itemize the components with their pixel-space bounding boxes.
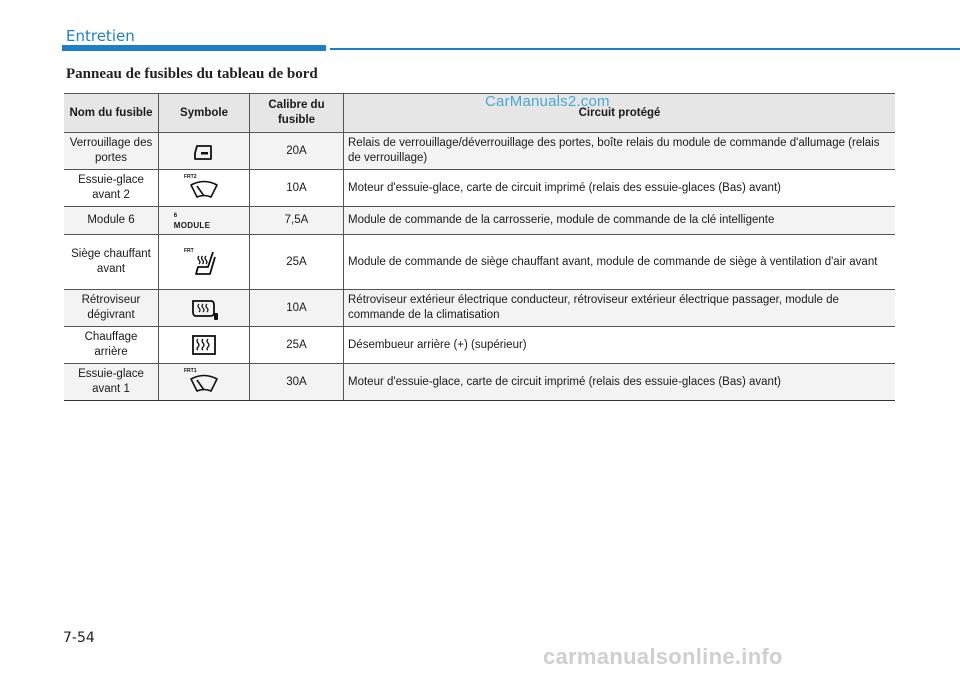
fuse-rating: 7,5A <box>250 207 344 235</box>
fuse-rating: 20A <box>250 133 344 170</box>
door-lock-icon <box>184 136 224 166</box>
table-header-row <box>64 94 895 133</box>
fuse-tag: FRT2 <box>184 174 197 180</box>
front-wiper-icon <box>184 367 224 397</box>
fuse-rating: 30A <box>250 364 344 401</box>
rear-defroster-icon <box>184 330 224 360</box>
fuse-table <box>64 93 895 401</box>
fuse-name: Siège chauffant avant <box>64 235 159 290</box>
fuse-name: Chauffage arrière <box>64 327 159 364</box>
page-subtitle: Panneau de fusibles du tableau de bord <box>66 66 318 82</box>
table-row <box>64 207 895 235</box>
fuse-symbol <box>159 327 250 364</box>
fuse-name: Essuie-glace avant 2 <box>64 170 159 207</box>
fuse-circuit: Module de commande de la carrosserie, module de commande de la clé intelligente <box>344 207 896 235</box>
fuse-rating: 25A <box>250 235 344 290</box>
fuse-circuit: Module de commande de siège chauffant avant, module de commande de siège à ventilation d'air avant <box>344 235 896 290</box>
column-header-name: Nom du fusible <box>64 94 159 133</box>
fuse-circuit: Désembueur arrière (+) (supérieur) <box>344 327 896 364</box>
table-row <box>64 133 895 170</box>
fuse-circuit: Moteur d'essuie-glace, carte de circuit imprimé (relais des essuie-glaces (Bas) avant) <box>344 170 896 207</box>
module-label <box>174 212 210 230</box>
table-row <box>64 170 895 207</box>
fuse-rating: 10A <box>250 290 344 327</box>
column-header-rating: Calibre du fusible <box>250 94 344 133</box>
fuse-rating: 10A <box>250 170 344 207</box>
module-number: 6 <box>173 212 178 219</box>
header-rule-thick <box>62 45 326 51</box>
fuse-circuit: Moteur d'essuie-glace, carte de circuit imprimé (relais des essuie-glaces (Bas) avant) <box>344 364 896 401</box>
table-row <box>64 327 895 364</box>
fuse-name: Verrouillage des portes <box>64 133 159 170</box>
fuse-name: Rétroviseur dégivrant <box>64 290 159 327</box>
fuse-rating: 25A <box>250 327 344 364</box>
fuse-circuit: Relais de verrouillage/déverrouillage des portes, boîte relais du module de commande d'allumage (relais de verrouillage) <box>344 133 896 170</box>
fuse-tag: FRT1 <box>184 368 197 374</box>
header-rule-thin <box>330 48 960 50</box>
heated-seat-icon <box>184 247 224 277</box>
fuse-symbol <box>159 207 250 235</box>
table-row <box>64 364 895 401</box>
fuse-circuit: Rétroviseur extérieur électrique conducteur, rétroviseur extérieur électrique passager, module de commande de la climatisation <box>344 290 896 327</box>
fuse-tag: FRT <box>184 248 194 254</box>
table-row <box>64 235 895 290</box>
front-wiper-icon <box>184 173 224 203</box>
fuse-name: Module 6 <box>64 207 159 235</box>
fuse-symbol <box>159 170 250 207</box>
module-text: MODULE <box>173 220 211 230</box>
watermark-top: CarManuals2.com <box>485 93 610 110</box>
watermark-bottom: carmanualsonline.info <box>543 644 783 669</box>
column-header-circuit: Circuit protégé <box>344 94 896 133</box>
column-header-symbol: Symbole <box>159 94 250 133</box>
heated-mirror-icon <box>184 293 224 323</box>
fuse-symbol <box>159 235 250 290</box>
page-number: 7-54 <box>63 630 95 646</box>
table-row <box>64 290 895 327</box>
fuse-name: Essuie-glace avant 1 <box>64 364 159 401</box>
section-title: Entretien <box>66 27 135 45</box>
fuse-symbol <box>159 364 250 401</box>
fuse-symbol <box>159 133 250 170</box>
fuse-symbol <box>159 290 250 327</box>
